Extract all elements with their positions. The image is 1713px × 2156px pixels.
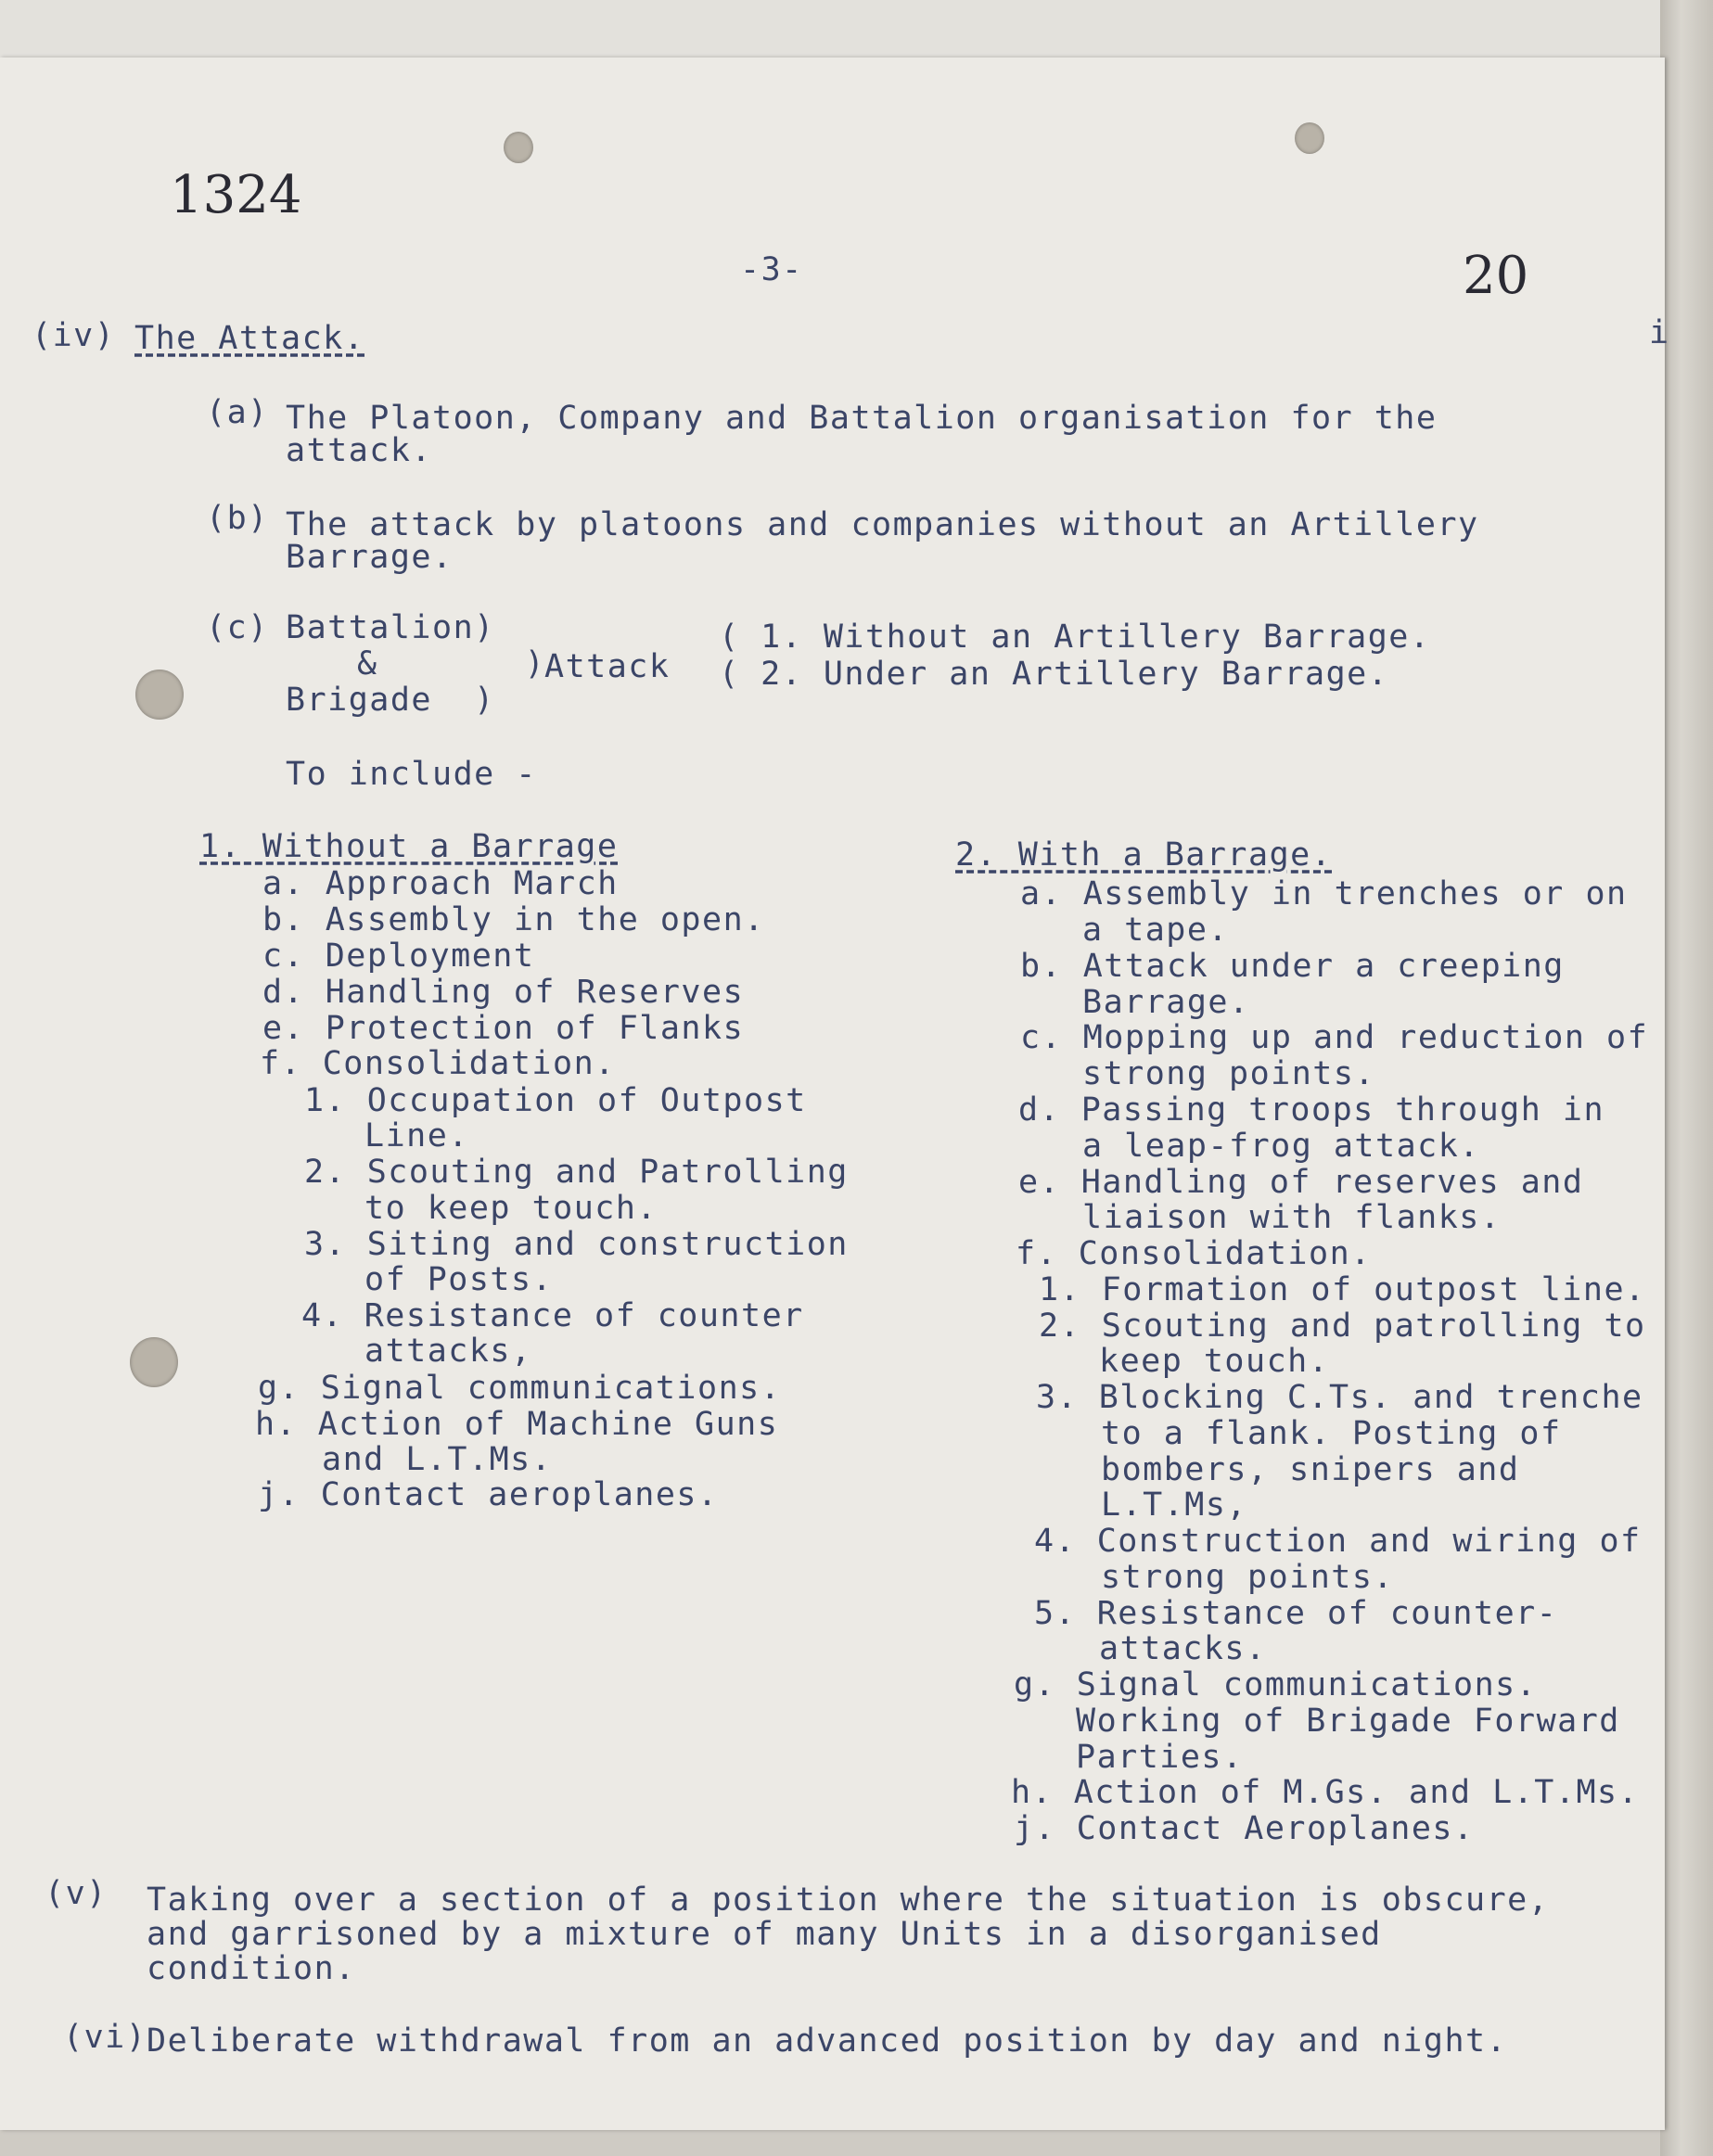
list-item: strong points. [1101,1559,1395,1596]
item-c-option-2: ( 2. Under an Artillery Barrage. [719,656,1389,693]
item-b-line1: The attack by platoons and companies without an Artillery [286,506,1479,543]
list-item: 4. Construction and wiring of [1034,1523,1642,1560]
list-item: j. Contact Aeroplanes. [1014,1810,1475,1847]
list-item: Line. [364,1117,469,1155]
list-item: 1. Occupation of Outpost [304,1082,807,1119]
item-c-option-1: ( 1. Without an Artillery Barrage. [719,619,1431,656]
list-item: to keep touch. [364,1190,658,1227]
list-item: Barrage. [1082,984,1250,1021]
item-a-line2: attack. [286,432,433,469]
list-item: to a flank. Posting of [1101,1415,1562,1452]
list-item: a. Assembly in trenches or on [1020,875,1628,912]
list-item: b. Attack under a creeping [1020,948,1565,985]
left-column-heading: 1. Without a Barrage [199,828,619,865]
section-vi-text: Deliberate withdrawal from an advanced position by day and night. [147,2022,1508,2060]
list-item: 2. Scouting and patrolling to [1039,1308,1646,1345]
list-item: d. Passing troops through in [1018,1091,1605,1129]
section-v-line1: Taking over a section of a position where the situation is obscure, [147,1882,1550,1919]
list-item: attacks, [364,1333,532,1370]
list-item: and L.T.Ms. [322,1441,553,1478]
punch-hole-left-lower [130,1337,178,1387]
list-item: 5. Resistance of counter- [1034,1595,1558,1632]
right-column-heading: 2. With a Barrage. [955,836,1333,874]
item-b-line2: Barrage. [286,539,454,576]
to-include: To include - [286,756,537,793]
list-item: 3. Siting and construction [304,1226,849,1263]
list-item: attacks. [1099,1630,1267,1667]
list-item: of Posts. [364,1261,554,1298]
list-item: strong points. [1082,1055,1376,1092]
list-item: 3. Blocking C.Ts. and trenche [1036,1379,1643,1416]
list-item: liaison with flanks. [1082,1199,1502,1236]
item-c-left-1: Battalion) [286,609,495,646]
list-item: g. Signal communications. [258,1370,782,1407]
punch-hole-top-right [1295,122,1324,154]
list-item: a tape. [1082,912,1230,949]
list-item: e. Handling of reserves and [1018,1164,1584,1201]
list-item: Parties. [1076,1739,1244,1776]
list-item: 2. Scouting and Patrolling [304,1154,849,1191]
list-item: bombers, snipers and [1101,1451,1520,1488]
handwritten-page-number: 20 [1463,246,1529,306]
list-item: a leap-frog attack. [1082,1128,1480,1165]
list-item: g. Signal communications. [1014,1666,1538,1703]
list-item: f. Consolidation. [1016,1235,1372,1272]
list-item: a. Approach March [262,865,619,902]
section-v-line3: condition. [147,1950,356,1987]
list-item: L.T.Ms, [1101,1486,1248,1524]
item-c-label: (c) [206,609,269,646]
handwritten-ref-number: 1324 [170,165,302,225]
list-item: e. Protection of Flanks [262,1010,745,1047]
margin-mark: i [1649,314,1670,351]
list-item: c. Deployment [262,938,535,975]
item-c-left-3: Brigade ) [286,682,495,719]
list-item: d. Handling of Reserves [262,974,745,1011]
list-item: f. Consolidation. [260,1045,616,1082]
page-marker: -3- [740,251,803,288]
list-item: j. Contact aeroplanes. [258,1476,719,1513]
item-c-middle: Attack [544,648,671,685]
section-vi-numeral: (vi) [63,2019,147,2056]
list-item: 4. Resistance of counter [301,1297,804,1334]
section-iv-title: The Attack. [134,320,365,357]
list-item: h. Action of M.Gs. and L.T.Ms. [1011,1774,1640,1811]
list-item: h. Action of Machine Guns [255,1406,779,1443]
punch-hole-top-left [504,132,533,163]
section-iv-numeral: (iv) [32,317,116,354]
list-item: keep touch. [1099,1343,1330,1380]
list-item: c. Mopping up and reduction of [1020,1019,1649,1056]
section-v-line2: and garrisoned by a mixture of many Units in a disorganised [147,1916,1382,1953]
item-a-line1: The Platoon, Company and Battalion organisation for the [286,400,1438,437]
item-c-left-2: & ) [357,645,546,683]
section-v-numeral: (v) [45,1875,108,1912]
item-b-label: (b) [206,500,269,537]
punch-hole-left-upper [135,670,184,720]
list-item: Working of Brigade Forward [1076,1703,1620,1740]
list-item: b. Assembly in the open. [262,901,765,938]
item-a-label: (a) [206,394,269,431]
list-item: 1. Formation of outpost line. [1039,1271,1646,1308]
